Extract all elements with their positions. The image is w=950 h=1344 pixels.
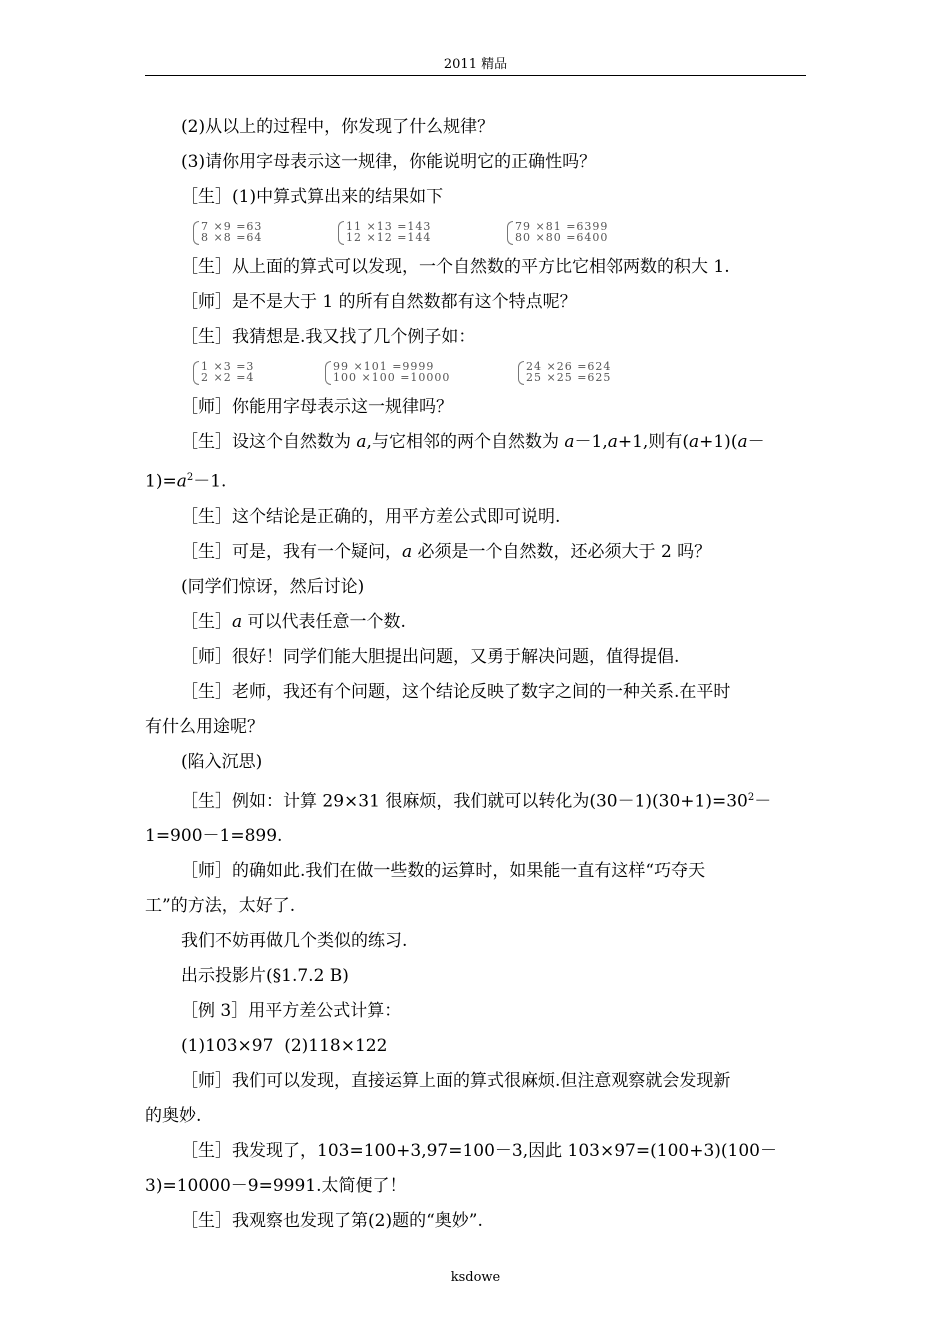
- formula-line: 79 ×81 =6399: [515, 220, 609, 233]
- teacher-line-2: ［师］你能用字母表示这一规律吗？: [181, 397, 453, 417]
- variable-a: a: [176, 471, 187, 492]
- student-line-7: [145, 605, 806, 640]
- student-line-8-cont: 有什么用途呢？: [145, 716, 264, 737]
- teacher-line-3: ［师］很好！同学们能大胆提出问题，又勇于解决问题，值得提倡.: [181, 646, 680, 667]
- student-line-8: ［生］老师，我还有个问题，这个结论反映了数字之间的一种关系.在平时: [181, 681, 731, 702]
- formula-line: 24 ×26 =624: [526, 360, 612, 373]
- header-rule: [145, 75, 806, 76]
- narration-2: (陷入沉思): [181, 751, 263, 772]
- variable-a: a: [688, 432, 700, 452]
- formula-line: 99 ×101 =9999: [333, 360, 435, 373]
- example-3-heading: ［例 3］用平方差公式计算：: [181, 1001, 402, 1022]
- brace-icon: [193, 361, 199, 385]
- brace-icon: [507, 221, 513, 245]
- formula-line: 80 ×80 =6400: [515, 231, 609, 244]
- teacher-line-4: ［师］的确如此.我们在做一些数的运算时，如果能一直有这样“巧夺天: [181, 861, 706, 882]
- variable-a: a: [232, 611, 243, 632]
- student-line-11: ［生］我观察也发现了第(2)题的“奥妙”.: [181, 1211, 483, 1232]
- text-span: ［生］例如：计算 29×31 很麻烦，我们就可以转化为(30－1)(30+1)=30: [181, 791, 748, 812]
- example-3-questions: (1)103×97 (2)118×122: [181, 1036, 388, 1057]
- teacher-line-4-cont: 工”的方法，太好了.: [145, 896, 296, 917]
- student-line-1: ［生］(1)中算式算出来的结果如下: [181, 187, 444, 207]
- formula-line: 100 ×100 =10000: [333, 371, 451, 384]
- brace-icon: [193, 221, 199, 245]
- brace-icon: [518, 361, 524, 385]
- formula-line: 25 ×25 =625: [526, 371, 612, 384]
- text-span: －1.: [193, 471, 227, 492]
- text-span: ［生］设这个自然数为: [181, 432, 357, 452]
- student-line-4-cont: [145, 460, 806, 500]
- teacher-line-5: ［师］我们可以发现，直接运算上面的算式很麻烦.但注意观察就会发现新: [181, 1071, 731, 1092]
- text-span: －1,: [574, 432, 608, 452]
- formula-row-2: [145, 355, 806, 390]
- text-span: +1)(: [699, 432, 738, 452]
- text-span: 可以代表任意一个数.: [242, 611, 406, 632]
- text-span: 1)=: [145, 471, 177, 492]
- variable-a: a: [356, 432, 367, 452]
- variable-a: a: [402, 541, 413, 562]
- superscript: 2: [186, 472, 194, 483]
- formula-line: 2 ×2 =4: [201, 371, 255, 384]
- text-span: ,与它相邻的两个自然数为: [366, 432, 565, 452]
- brace-icon: [325, 361, 331, 385]
- page-header: 2011 精品: [443, 57, 508, 72]
- variable-a: a: [737, 432, 748, 452]
- formula-line: 11 ×13 =143: [346, 220, 432, 233]
- teacher-line-5-cont: 的奥妙.: [145, 1106, 202, 1127]
- document-body: [145, 110, 806, 1239]
- student-line-9-cont: 1=900－1=899.: [145, 826, 283, 847]
- student-line-3: ［生］我猜想是.我又找了几个例子如：: [181, 327, 476, 347]
- student-line-5: ［生］这个结论是正确的，用平方差公式即可说明.: [181, 506, 561, 527]
- formula-line: 1 ×3 =3: [201, 360, 255, 373]
- formula-line: 7 ×9 =63: [201, 220, 263, 233]
- student-line-4: [145, 425, 806, 460]
- text-span: －: [754, 791, 772, 812]
- student-line-9: [145, 780, 806, 820]
- text-span: +1,则有(: [617, 432, 689, 452]
- superscript: 2: [747, 791, 755, 803]
- student-line-10-cont: 3)=10000－9=9991.太简便了！: [145, 1176, 407, 1197]
- text-span: ［生］: [181, 611, 232, 632]
- text-span: 必须是一个自然数，还必须大于 2 吗？: [412, 541, 712, 562]
- narration-1: (同学们惊讶，然后讨论): [181, 576, 365, 597]
- student-line-10: ［生］我发现了，103=100+3,97=100－3,因此 103×97=(100+3)(100－: [181, 1141, 777, 1162]
- plain-line-1: 我们不妨再做几个类似的练习.: [181, 931, 408, 952]
- plain-line-2: 出示投影片(§1.7.2 B): [181, 966, 349, 987]
- page-footer: ksdowe: [450, 1270, 501, 1285]
- formula-line: 12 ×12 =144: [346, 231, 432, 244]
- student-line-2: ［生］从上面的算式可以发现，一个自然数的平方比它相邻两数的积大 1.: [181, 257, 730, 277]
- variable-a: a: [564, 432, 575, 452]
- teacher-line-1: ［师］是不是大于 1 的所有自然数都有这个特点呢？: [181, 292, 577, 312]
- text-span: －: [747, 432, 765, 452]
- text-span: ［生］可是，我有一个疑问，: [181, 541, 402, 562]
- student-line-6: [145, 535, 806, 570]
- formula-line: 8 ×8 =64: [201, 231, 263, 244]
- variable-a: a: [607, 432, 618, 452]
- question-3: (3)请你用字母表示这一规律，你能说明它的正确性吗？: [181, 152, 597, 172]
- question-2: (2)从以上的过程中，你发现了什么规律？: [181, 117, 495, 137]
- formula-row-1: [145, 215, 806, 250]
- brace-icon: [338, 221, 344, 245]
